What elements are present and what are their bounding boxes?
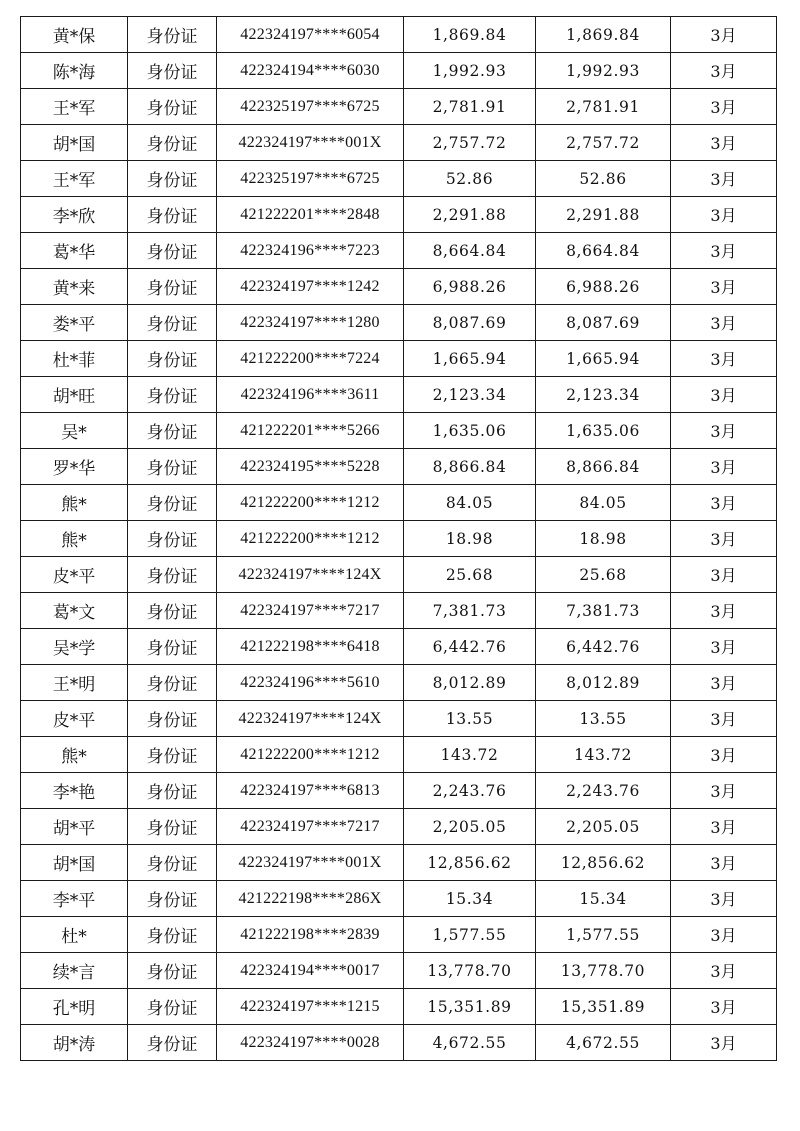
- cell-name: 续*言: [21, 953, 128, 989]
- cell-amount-paid: 2,781.91: [536, 89, 671, 125]
- cell-id-type: 身份证: [128, 125, 217, 161]
- cell-name: 李*欣: [21, 197, 128, 233]
- cell-name: 吴*学: [21, 629, 128, 665]
- cell-amount-paid: 15,351.89: [536, 989, 671, 1025]
- table-row: [21, 233, 777, 269]
- cell-id-type: 身份证: [128, 917, 217, 953]
- cell-amount: 7,381.73: [404, 593, 536, 629]
- cell-amount-paid: 13,778.70: [536, 953, 671, 989]
- cell-name: 陈*海: [21, 53, 128, 89]
- cell-month: 3月: [671, 845, 777, 881]
- table-row: [21, 341, 777, 377]
- cell-id-type: 身份证: [128, 773, 217, 809]
- cell-month: 3月: [671, 701, 777, 737]
- cell-name: 葛*文: [21, 593, 128, 629]
- cell-amount: 52.86: [404, 161, 536, 197]
- cell-id-type: 身份证: [128, 305, 217, 341]
- table-row: [21, 197, 777, 233]
- cell-month: 3月: [671, 989, 777, 1025]
- table-row: [21, 665, 777, 701]
- cell-amount: 84.05: [404, 485, 536, 521]
- cell-month: 3月: [671, 953, 777, 989]
- cell-name: 王*军: [21, 89, 128, 125]
- cell-amount-paid: 6,988.26: [536, 269, 671, 305]
- cell-amount: 13.55: [404, 701, 536, 737]
- cell-amount: 2,781.91: [404, 89, 536, 125]
- cell-id-type: 身份证: [128, 521, 217, 557]
- cell-id-number: 422324197****7217: [217, 593, 404, 629]
- cell-name: 王*明: [21, 665, 128, 701]
- table-row: [21, 737, 777, 773]
- cell-name: 吴*: [21, 413, 128, 449]
- cell-month: 3月: [671, 233, 777, 269]
- cell-amount-paid: 1,992.93: [536, 53, 671, 89]
- table-row: [21, 881, 777, 917]
- cell-id-type: 身份证: [128, 1025, 217, 1061]
- table-row: [21, 773, 777, 809]
- cell-amount: 1,665.94: [404, 341, 536, 377]
- cell-month: 3月: [671, 665, 777, 701]
- cell-name: 王*军: [21, 161, 128, 197]
- cell-name: 胡*国: [21, 125, 128, 161]
- cell-amount: 15.34: [404, 881, 536, 917]
- cell-month: 3月: [671, 485, 777, 521]
- cell-name: 胡*旺: [21, 377, 128, 413]
- cell-amount-paid: 8,866.84: [536, 449, 671, 485]
- table-row: [21, 845, 777, 881]
- cell-month: 3月: [671, 197, 777, 233]
- cell-amount-paid: 4,672.55: [536, 1025, 671, 1061]
- cell-id-number: 422324197****7217: [217, 809, 404, 845]
- cell-id-type: 身份证: [128, 557, 217, 593]
- cell-name: 熊*: [21, 485, 128, 521]
- cell-amount: 2,291.88: [404, 197, 536, 233]
- cell-amount-paid: 8,087.69: [536, 305, 671, 341]
- cell-id-number: 421222198****6418: [217, 629, 404, 665]
- cell-amount-paid: 143.72: [536, 737, 671, 773]
- cell-name: 葛*华: [21, 233, 128, 269]
- table-row: [21, 449, 777, 485]
- cell-id-number: 422325197****6725: [217, 89, 404, 125]
- cell-amount-paid: 25.68: [536, 557, 671, 593]
- cell-amount: 143.72: [404, 737, 536, 773]
- cell-month: 3月: [671, 593, 777, 629]
- cell-id-type: 身份证: [128, 845, 217, 881]
- cell-amount-paid: 84.05: [536, 485, 671, 521]
- cell-amount: 8,664.84: [404, 233, 536, 269]
- cell-amount-paid: 1,665.94: [536, 341, 671, 377]
- cell-id-number: 422324194****0017: [217, 953, 404, 989]
- cell-month: 3月: [671, 377, 777, 413]
- cell-name: 胡*涛: [21, 1025, 128, 1061]
- cell-amount-paid: 8,012.89: [536, 665, 671, 701]
- cell-amount-paid: 6,442.76: [536, 629, 671, 665]
- cell-amount-paid: 2,243.76: [536, 773, 671, 809]
- cell-id-number: 421222198****2839: [217, 917, 404, 953]
- cell-month: 3月: [671, 521, 777, 557]
- table-row: [21, 89, 777, 125]
- table-row: [21, 557, 777, 593]
- cell-name: 罗*华: [21, 449, 128, 485]
- cell-amount: 8,087.69: [404, 305, 536, 341]
- cell-id-number: 422324197****1280: [217, 305, 404, 341]
- cell-id-type: 身份证: [128, 953, 217, 989]
- cell-month: 3月: [671, 809, 777, 845]
- cell-name: 杜*菲: [21, 341, 128, 377]
- cell-amount-paid: 1,635.06: [536, 413, 671, 449]
- cell-amount-paid: 8,664.84: [536, 233, 671, 269]
- cell-amount: 8,012.89: [404, 665, 536, 701]
- cell-amount: 2,123.34: [404, 377, 536, 413]
- cell-month: 3月: [671, 341, 777, 377]
- cell-id-type: 身份证: [128, 449, 217, 485]
- cell-id-type: 身份证: [128, 17, 217, 53]
- table-row: [21, 1025, 777, 1061]
- cell-amount: 25.68: [404, 557, 536, 593]
- cell-id-type: 身份证: [128, 665, 217, 701]
- table-row: [21, 413, 777, 449]
- table-row: [21, 917, 777, 953]
- cell-amount-paid: 15.34: [536, 881, 671, 917]
- cell-id-number: 422324197****001X: [217, 845, 404, 881]
- cell-amount-paid: 1,869.84: [536, 17, 671, 53]
- cell-amount: 6,988.26: [404, 269, 536, 305]
- cell-amount-paid: 2,123.34: [536, 377, 671, 413]
- cell-id-type: 身份证: [128, 377, 217, 413]
- cell-id-type: 身份证: [128, 341, 217, 377]
- cell-id-number: 422324197****1215: [217, 989, 404, 1025]
- cell-amount: 12,856.62: [404, 845, 536, 881]
- cell-id-number: 421222200****1212: [217, 521, 404, 557]
- cell-id-type: 身份证: [128, 881, 217, 917]
- cell-amount-paid: 12,856.62: [536, 845, 671, 881]
- table-row: [21, 485, 777, 521]
- cell-amount: 1,869.84: [404, 17, 536, 53]
- cell-id-type: 身份证: [128, 809, 217, 845]
- table-row: [21, 953, 777, 989]
- cell-amount-paid: 52.86: [536, 161, 671, 197]
- cell-name: 杜*: [21, 917, 128, 953]
- cell-id-type: 身份证: [128, 53, 217, 89]
- cell-month: 3月: [671, 629, 777, 665]
- cell-amount: 2,757.72: [404, 125, 536, 161]
- cell-id-number: 421222201****5266: [217, 413, 404, 449]
- cell-amount: 8,866.84: [404, 449, 536, 485]
- cell-amount-paid: 13.55: [536, 701, 671, 737]
- cell-month: 3月: [671, 917, 777, 953]
- cell-id-number: 422324197****6054: [217, 17, 404, 53]
- cell-amount-paid: 7,381.73: [536, 593, 671, 629]
- cell-name: 黄*保: [21, 17, 128, 53]
- cell-id-number: 422324197****001X: [217, 125, 404, 161]
- cell-amount-paid: 2,757.72: [536, 125, 671, 161]
- cell-id-number: 422324196****3611: [217, 377, 404, 413]
- cell-month: 3月: [671, 881, 777, 917]
- cell-id-number: 422324197****6813: [217, 773, 404, 809]
- cell-amount-paid: 18.98: [536, 521, 671, 557]
- cell-amount: 1,577.55: [404, 917, 536, 953]
- cell-name: 胡*国: [21, 845, 128, 881]
- cell-id-type: 身份证: [128, 233, 217, 269]
- cell-month: 3月: [671, 89, 777, 125]
- cell-id-number: 422324197****1242: [217, 269, 404, 305]
- table-row: [21, 377, 777, 413]
- cell-id-number: 422325197****6725: [217, 161, 404, 197]
- table-row: [21, 125, 777, 161]
- cell-name: 李*艳: [21, 773, 128, 809]
- cell-name: 娄*平: [21, 305, 128, 341]
- cell-id-type: 身份证: [128, 161, 217, 197]
- cell-name: 黄*来: [21, 269, 128, 305]
- payment-table-body: [21, 17, 777, 1061]
- cell-id-type: 身份证: [128, 413, 217, 449]
- cell-id-type: 身份证: [128, 269, 217, 305]
- cell-amount: 13,778.70: [404, 953, 536, 989]
- table-row: [21, 269, 777, 305]
- cell-month: 3月: [671, 557, 777, 593]
- cell-name: 李*平: [21, 881, 128, 917]
- cell-id-number: 422324195****5228: [217, 449, 404, 485]
- table-row: [21, 17, 777, 53]
- cell-amount-paid: 2,291.88: [536, 197, 671, 233]
- cell-id-number: 422324196****7223: [217, 233, 404, 269]
- table-row: [21, 521, 777, 557]
- cell-month: 3月: [671, 125, 777, 161]
- table-row: [21, 701, 777, 737]
- cell-id-number: 422324197****0028: [217, 1025, 404, 1061]
- cell-amount: 2,243.76: [404, 773, 536, 809]
- cell-amount: 18.98: [404, 521, 536, 557]
- table-row: [21, 989, 777, 1025]
- cell-id-type: 身份证: [128, 629, 217, 665]
- table-row: [21, 161, 777, 197]
- cell-id-number: 421222198****286X: [217, 881, 404, 917]
- cell-amount: 1,992.93: [404, 53, 536, 89]
- cell-month: 3月: [671, 1025, 777, 1061]
- cell-month: 3月: [671, 305, 777, 341]
- cell-month: 3月: [671, 413, 777, 449]
- cell-id-number: 421222200****1212: [217, 737, 404, 773]
- cell-id-type: 身份证: [128, 989, 217, 1025]
- table-row: [21, 305, 777, 341]
- cell-id-number: 422324196****5610: [217, 665, 404, 701]
- cell-name: 皮*平: [21, 701, 128, 737]
- cell-id-number: 422324194****6030: [217, 53, 404, 89]
- cell-amount: 15,351.89: [404, 989, 536, 1025]
- cell-id-number: 421222201****2848: [217, 197, 404, 233]
- cell-id-type: 身份证: [128, 485, 217, 521]
- cell-month: 3月: [671, 449, 777, 485]
- cell-amount: 4,672.55: [404, 1025, 536, 1061]
- table-row: [21, 53, 777, 89]
- cell-id-type: 身份证: [128, 737, 217, 773]
- cell-month: 3月: [671, 161, 777, 197]
- cell-month: 3月: [671, 737, 777, 773]
- payment-table: [20, 16, 777, 1061]
- cell-id-number: 421222200****7224: [217, 341, 404, 377]
- cell-name: 孔*明: [21, 989, 128, 1025]
- cell-month: 3月: [671, 773, 777, 809]
- cell-amount-paid: 2,205.05: [536, 809, 671, 845]
- table-row: [21, 629, 777, 665]
- cell-id-type: 身份证: [128, 197, 217, 233]
- cell-amount: 6,442.76: [404, 629, 536, 665]
- cell-id-number: 421222200****1212: [217, 485, 404, 521]
- cell-name: 胡*平: [21, 809, 128, 845]
- cell-amount-paid: 1,577.55: [536, 917, 671, 953]
- cell-id-type: 身份证: [128, 701, 217, 737]
- cell-name: 皮*平: [21, 557, 128, 593]
- cell-amount: 1,635.06: [404, 413, 536, 449]
- cell-id-number: 422324197****124X: [217, 557, 404, 593]
- cell-month: 3月: [671, 269, 777, 305]
- cell-id-number: 422324197****124X: [217, 701, 404, 737]
- cell-name: 熊*: [21, 521, 128, 557]
- cell-id-type: 身份证: [128, 89, 217, 125]
- cell-amount: 2,205.05: [404, 809, 536, 845]
- table-row: [21, 593, 777, 629]
- cell-id-type: 身份证: [128, 593, 217, 629]
- cell-month: 3月: [671, 17, 777, 53]
- table-row: [21, 809, 777, 845]
- cell-month: 3月: [671, 53, 777, 89]
- cell-name: 熊*: [21, 737, 128, 773]
